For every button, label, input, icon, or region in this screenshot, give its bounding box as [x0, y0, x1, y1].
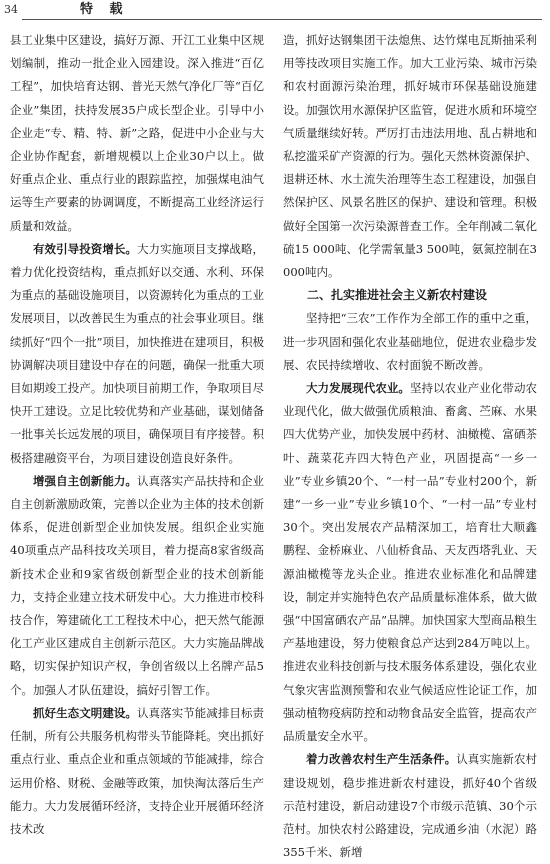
paragraph-body: 认真落实产品扶持和企业自主创新激励政策，完善以企业为主体的技术创新体系，促进创新型企业加快发展。组织企业实施40项重点产品科技攻关项目，着力提高8家省级高新技术企业和9家省级创新型企业的技术创新能力，支持企业建立技术研发中心。大力推进市校科技合作，筹建硫化工工程技术中心，把天然气能源化工产业区建成自主创新示范区。大力实施品牌战略，切实保护知识产权，争创省级以上名牌产品5个。加强人才队伍建设，搞好引智工作。 [10, 473, 265, 697]
right-column [283, 29, 537, 864]
paragraph-lead: 着力改善农村生产生活条件。 [306, 752, 457, 767]
paragraph-lead: 增强自主创新能力。 [33, 473, 137, 488]
paragraph-lead: 有效引导投资增长。 [33, 241, 137, 256]
section-heading: 二、扎实推进社会主义新农村建设 [307, 288, 488, 303]
paragraph-industrial-zones: 县工业集中区建设，搞好万源、开江工业集中区规划编制，推动一批企业入园建设。深入推进“百亿工程”，加快培育达钢、普光天然气净化厂等“百亿企业”集团，扶持发展35户成长型企业。引导中小企业走“专、精、特、新”之路，促进中小企业与大企业协作配套，新增规模以上企业30户以上。做好重点企业、重点行业的跟踪监控，加强煤电油气运等生产要素的协调调度，不断提高工业经济运行质量和效益。 [10, 33, 264, 233]
paragraph-modern-agriculture [283, 377, 537, 748]
paragraph-body: 认真实施新农村建设规划，稳步推进新农村建设，抓好40个省级示范村建设，新启动建设7个市级示范镇、30个示范村。加快农村公路建设，完成通乡油（水泥）路355千米、新增 [283, 752, 538, 860]
paragraph-ecology [10, 702, 264, 841]
left-column [10, 29, 264, 841]
paragraph-body: 坚持以农业产业化带动农业现代化，做大做强优质粮油、畜禽、苎麻、水果四大优势产业，加快发展中药材、油橄榄、富硒茶叶、蔬菜花卉四大特色产业，巩固提高“一乡一业”专业乡镇20个、“一村一品”专业村200个，新建“一乡一业”专业乡镇10个、“一村一品”专业村30个。突出发展农产品精深加工，培育壮大顺鑫鹏程、金桥麻业、八仙桥食品、天友西塔乳业、天源油橄榄等龙头企业。推进农业标准化和品牌建设，制定并实施特色农产品质量标准体系，做大做强“中国富硒农产品”品牌。加快国家大型商品粮生产基地建设，努力使粮食总产达到284万吨以上。推进农业科技创新与技术服务体系建设，强化农业气象灾害监测预警和农业气候适应性论证工作，加强动植物疫病防控和动物食品安全监管，提高农产品质量安全水平。 [283, 381, 538, 744]
paragraph-investment [10, 238, 264, 470]
header-rule [22, 19, 542, 20]
section-title: 特 载 [80, 2, 129, 17]
paragraph-body: 大力实施项目支撑战略，着力优化投资结构，重点抓好以交通、水利、环保为重点的基础设施项目，以资源转化为重点的工业发展项目，以改善民生为重点的社会事业项目。继续抓好“四个一批”项目，加快推进在建项目，积极协调解决项目建设中存在的问题，确保一批重大项目如期竣工投产。加快项目前期工作，争取项目尽快开工建设。立足比较优势和产业基础，谋划储备一批事关长远发展的项目，确保项目有序接替。积极搭建融资平台，为项目建设创造良好条件。 [10, 241, 265, 465]
paragraph-lead: 大力发展现代农业。 [306, 381, 410, 396]
paragraph-three-rural: 坚持把“三农”工作作为全部工作的重中之重，进一步巩固和强化农业基础地位，促进农业稳步发展、农民持续增收、农村面貌不断改善。 [283, 311, 537, 372]
paragraph-innovation [10, 470, 264, 702]
paragraph-rural-conditions [283, 748, 537, 864]
paragraph-pollution-control: 造，抓好达钢集团干法熄焦、达竹煤电瓦斯抽采利用等技改项目实施工作。加大工业污染、城市污染和农村面源污染治理，抓好城市环保基础设施建设。加强饮用水源保护区监管，促进水质和环境空气质量继续好转。严厉打击违法用地、乱占耕地和私挖滥采矿产资源的行为。强化天然林资源保护、退耕还林、水土流失治理等生态工程建设，加强自然保护区、风景名胜区的保护、建设和管理。积极做好全国第一次污染源普查工作。全年削减二氧化硫15 000吨、化学需氧量3 500吨，氨氮控制在3 000吨内。 [283, 33, 537, 280]
paragraph-body: 认真落实节能减排目标责任制，所有公共服务机构带头节能降耗。突出抓好重点行业、重点企业和重点领域的节能减排，综合运用价格、财税、金融等政策，加快淘汰落后生产能力。大力发展循环经济，支持企业开展循环经济技术改 [10, 705, 265, 836]
page-number: 34 [4, 3, 18, 16]
page-header [0, 0, 550, 24]
paragraph-lead: 抓好生态文明建设。 [33, 705, 137, 720]
